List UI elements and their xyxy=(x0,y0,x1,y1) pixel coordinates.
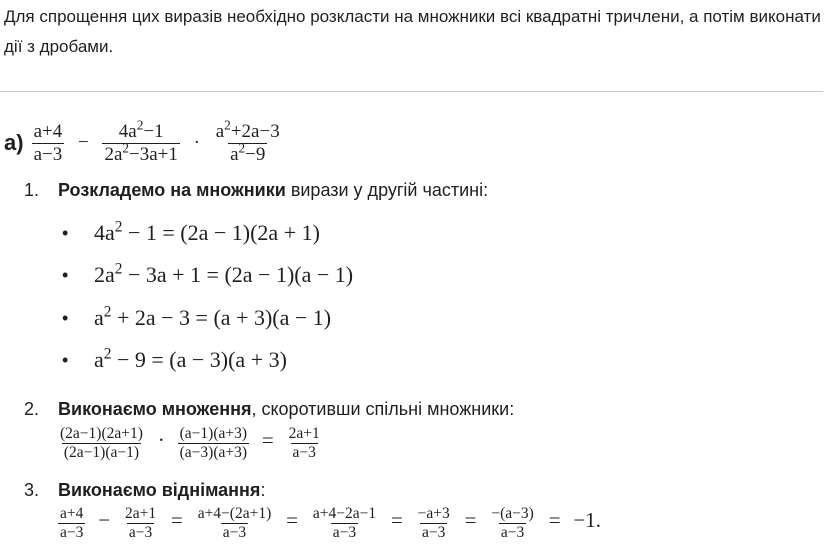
multiply-operator: · xyxy=(193,131,200,153)
problem-fraction-2: $\frac{4a^2-1}{2a^2-3a+1}$ xyxy=(104,117,178,165)
step-1-heading: 1. Розкладемо на множники вирази у другій частині: xyxy=(24,180,489,200)
step-2-heading: 2. Виконаємо множення, скоротивши спільні множники: xyxy=(24,399,515,419)
intro-text: Для спрощення цих виразів необхідно розкласти на множники всі квадратні тричлени, а потім виконати дії з дробами. xyxy=(4,7,821,56)
problem-label: а) xyxy=(4,130,24,156)
step-3-heading: 3. Виконаємо віднімання: xyxy=(24,480,266,500)
bullet-icon: • xyxy=(62,349,69,370)
final-result: −1. xyxy=(573,507,602,532)
bullet-icon: • xyxy=(62,307,69,328)
bullet-icon: • xyxy=(62,264,69,285)
list-item: • $4a^2 - 1 = (2a - 1)(2a + 1)$ xyxy=(62,218,320,245)
list-item: • $2a^2 - 3a + 1 = (2a - 1)(a - 1)$ xyxy=(62,260,354,287)
problem-fraction-1: $\frac{a+4}{a-3}$ xyxy=(33,121,63,165)
problem-expression xyxy=(4,117,282,166)
problem-fraction-3: $\frac{a^2+2a-3}{a^2-9}$ xyxy=(215,117,280,165)
divider xyxy=(0,91,823,92)
step-3-calculation: $\frac{a+4}{a-3}$ − $\frac{2a+1}{a-3}$ = $\frac{a+4-(2a+1)}{a-3}$ = $\frac{a+4-2a-1}{a-3}$ = $\frac{-a+3}{a-3}$ = $\frac{-(a-3)}{a-3}$ = −1. xyxy=(60,505,602,541)
list-item: • $a^2 + 2a - 3 = (a + 3)(a - 1)$ xyxy=(62,303,332,330)
step-2-calculation: $\frac{(2a-1)(2a+1)}{(2a-1)(a-1)}$ · $\frac{(a-1)(a+3)}{(a-3)(a+3)}$ = $\frac{2a+1}{a-3}$ xyxy=(60,425,320,461)
minus-operator: − xyxy=(77,131,89,153)
list-item: • $a^2 - 9 = (a - 3)(a + 3)$ xyxy=(62,345,287,372)
problem-math xyxy=(32,117,282,166)
bullet-icon: • xyxy=(62,222,69,243)
